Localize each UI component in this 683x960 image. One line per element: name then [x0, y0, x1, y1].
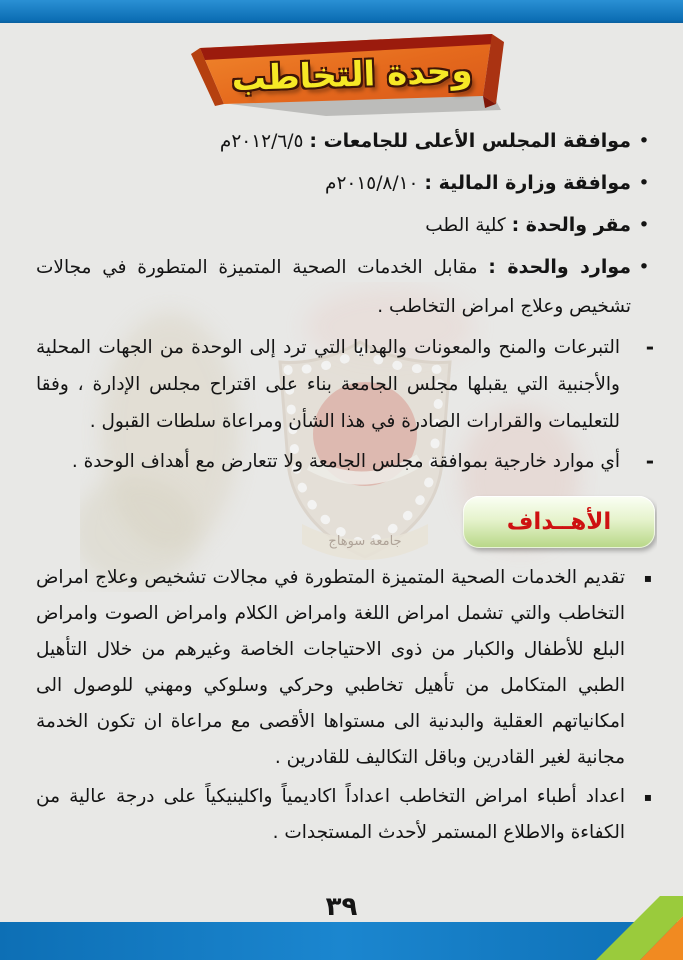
- disc-bullet-icon: •: [638, 256, 650, 278]
- page-content: [36, 122, 657, 884]
- approval-text: [36, 206, 631, 245]
- approval-value: ٢٠١٥/٨/١٠م: [324, 173, 419, 194]
- objectives-badge: الأهــداف: [463, 496, 655, 548]
- footer-border-stripes: [0, 888, 683, 960]
- objective-text: اعداد أطباء امراض التخاطب اعداداً اكاديمياً واكلينيكياً على درجة عالية من الكفاءة والاطلاع المستمر لأحدث المستجدات .: [36, 786, 625, 843]
- square-bullet-icon: ▪: [643, 571, 652, 585]
- approval-value: ٢٠١٢/٦/٥م: [219, 131, 304, 152]
- header-banner: [184, 28, 506, 116]
- approval-text: [36, 248, 631, 326]
- list-item: [36, 206, 657, 245]
- disc-bullet-icon: •: [638, 214, 650, 236]
- list-item: [36, 122, 657, 161]
- approval-label: موافقة وزارة المالية :: [424, 172, 631, 194]
- list-item: [36, 443, 657, 480]
- objective-text: تقديم الخدمات الصحية المتميزة المتطورة في مجالات تشخيص وعلاج امراض التخاطب والتي تشمل امراض اللغة وامراض الكلام وامراض الصوت وامراض البلع للأطفال والكبار من ذوى الاحتياجات الخاصة وغيرهم من خلال التأهيل الطبي المتكامل من تأهيل تخاطبي وحركي وسلوكي ومهني للوصول الى امكانياتهم العقلية والبدنية الى مستواها الأقصى مع مراعاة ان تكون الخدمة مجانية لغير القادرين وباقل التكاليف للقادرين .: [36, 567, 625, 768]
- square-bullet-icon: ▪: [643, 790, 652, 804]
- top-border-stripe: [0, 0, 683, 23]
- approval-label: موارد والحدة :: [488, 256, 632, 278]
- disc-bullet-icon: •: [638, 172, 650, 194]
- approval-label: موافقة المجلس الأعلى للجامعات :: [309, 130, 631, 152]
- page-title: وحدة التخاطب: [230, 50, 474, 100]
- dash-bullet-icon: -: [645, 449, 654, 473]
- watermark-caption: جامعة سوهاج: [328, 534, 402, 549]
- dash-bullet-icon: -: [645, 335, 654, 359]
- list-item: [36, 164, 657, 203]
- disc-bullet-icon: •: [638, 130, 650, 152]
- list-item: [36, 779, 657, 851]
- approval-value: مقابل الخدمات الصحية المتميزة المتطورة في مجالات تشخيص وعلاج امراض التخاطب .: [36, 257, 631, 317]
- approval-text: [36, 122, 631, 161]
- note-text: التبرعات والمنح والمعونات والهدايا التي ترد إلى الوحدة من الجهات المحلية والأجنبية التي يقبلها مجلس الجامعة بناء على اقتراح مجلس الإدارة ، وفقا للتعليمات والقرارات الصادرة في هذا الشأن ومراعاة سلطات القبول .: [36, 337, 620, 432]
- list-item: [36, 560, 657, 776]
- footer-blue-bar: [0, 922, 683, 960]
- page-number: ٣٩: [325, 892, 358, 922]
- list-item: [36, 329, 657, 440]
- approval-value: كلية الطب: [425, 215, 506, 236]
- note-text: أي موارد خارجية بموافقة مجلس الجامعة ولا تتعارض مع أهداف الوحدة .: [71, 451, 620, 472]
- approval-label: مقر والحدة :: [511, 214, 631, 236]
- approval-text: [36, 164, 631, 203]
- list-item: [36, 248, 657, 326]
